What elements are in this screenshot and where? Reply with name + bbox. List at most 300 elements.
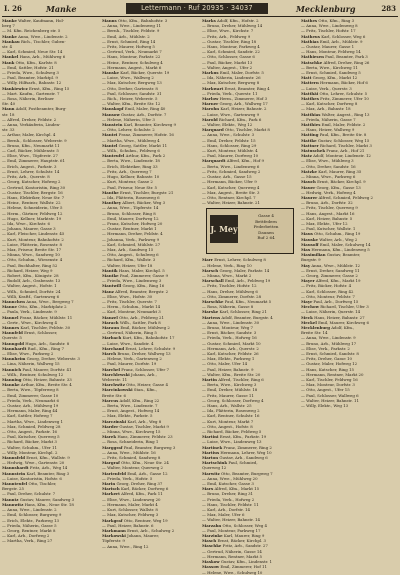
page-header xyxy=(2,2,398,16)
entry-detail: — Berta, Wwe., Töpferweg 8 xyxy=(2,387,59,393)
entry-detail: — Walter, Heizer, Ufer 18 xyxy=(102,262,153,268)
entry-surname: Markowski xyxy=(102,533,126,539)
entry-detail: — Luise, Wwe., Wallweg 2 xyxy=(102,75,154,81)
entry-detail: — Elise, Wwe., Hofstr. 30 xyxy=(102,293,153,299)
entry-detail: — Hans, Monteur, Parkweg 4 xyxy=(202,44,260,50)
entry-surname: Manstein xyxy=(102,122,123,128)
entry-surname: Matzke xyxy=(301,168,318,174)
entry-surname: Matheus xyxy=(301,33,320,39)
entry-surname: Mannel xyxy=(2,314,19,320)
entry-surname: Manngold xyxy=(2,340,24,346)
entry-surname: Marohn xyxy=(202,106,220,112)
entry-detail: — Karl, Kutscher, Dorfweg 8 xyxy=(301,101,358,107)
entry-detail: — Willy, Monteur, Kirchpl. 2 xyxy=(2,449,58,455)
directory-entry xyxy=(202,200,298,205)
entry-detail: Otto, Kfm., Ring 3 xyxy=(318,18,355,23)
entry-detail: — Minna, Wwe., Markt 2 xyxy=(202,272,252,278)
entry-surname: Mantwill xyxy=(102,283,122,289)
entry-detail: — Emil, Maurer, Dorfweg 12 xyxy=(102,215,159,221)
entry-detail: — Kurt, Monteur, Gasse 2 xyxy=(102,179,153,185)
ad-line: Federbetten xyxy=(253,224,279,230)
entry-detail: — Elise, Wwe., Parkweg 2 xyxy=(2,351,54,356)
entry-detail: — Ernst, Schmied, Sandweg 5 xyxy=(301,70,361,76)
entry-detail: — Kurt, Monteur, Mühlstr. 4 xyxy=(202,148,258,154)
entry-surname: Mayer xyxy=(301,278,315,284)
entry-detail: — Anna, Wwe., Töpferstr. 14 xyxy=(102,205,159,211)
entry-detail: — Herm., Gärtner, Feldweg 12 xyxy=(2,210,63,216)
entry-surname: March xyxy=(102,351,117,356)
entry-detail: — Fritz, Schmied, Sandweg 8 xyxy=(102,455,161,461)
entry-detail: — Max, Schmied, Feldweg 28 xyxy=(2,423,61,429)
entry-surname: Mannwitz xyxy=(2,501,24,507)
entry-detail: — Fritz, Maurer, Hofweg 5 xyxy=(102,44,155,50)
entry-surname: Mankiewicz xyxy=(2,85,28,91)
entry-detail: — Otto, Angest., Ufer 15 xyxy=(301,387,350,393)
entry-detail: — Frieda, Wwe., Schulweg 3 xyxy=(2,70,59,76)
entry-surname: Marx xyxy=(202,486,214,492)
entry-detail: Alfred, Kfm., Hof 9 xyxy=(226,158,265,164)
entry-detail: — Emil, Zimmerer, Hauptstr. 61 xyxy=(2,158,66,164)
entry-detail: — Karl, Arb., Dorfstr. 14 xyxy=(202,507,250,513)
entry-detail: — Otto, Schlosser, Gasse 6 xyxy=(202,54,255,60)
entry-surname: Maurer xyxy=(301,194,318,200)
entry-detail: — Gustav, Tischler, Ring 18 xyxy=(202,38,257,44)
entry-surname: Mannteufel xyxy=(2,481,28,487)
entry-detail: — Erich, Elektr., Parkweg 13 xyxy=(2,517,59,523)
entry-surname: Martin xyxy=(202,376,217,382)
entry-detail: Otto, Schlosser, Weg 4 xyxy=(222,522,267,528)
entry-surname: Marold xyxy=(202,116,218,122)
entry-detail: — Fritz, Tischler, Querweg 9 xyxy=(301,205,358,211)
entry-detail: Emil, Maurer, Kirchweg 6 xyxy=(318,319,369,325)
entry-detail: — Hans, Heizer, Wallweg 9 xyxy=(301,127,355,133)
entry-detail: — Paul, Bäcker, Markt 13 xyxy=(202,59,253,65)
entry-detail: — Walter, Monteur, Querweg 2 xyxy=(102,465,163,471)
entry-detail: — Martha, Verk., Ring 27 xyxy=(2,538,53,544)
entry-detail: — Franz, Kutscher, Hofweg 20 xyxy=(102,220,163,226)
entry-detail: — Anna, Wwe., Lindenweg 11 xyxy=(102,23,162,29)
entry-detail: — Hermann, Bäcker, Ufer 9 xyxy=(202,179,257,185)
entry-detail: — Gustav, Maurer, Gasse 1 xyxy=(301,44,355,50)
entry-detail: — Hans, Elektriker, Neue Str. 7 xyxy=(2,194,65,200)
entry-surname: Mankau xyxy=(2,38,20,44)
entry-detail: — Paul, Heizer, Bahnstr. 6 xyxy=(102,522,154,528)
entry-surname: Marisch xyxy=(102,486,120,492)
entry-detail: — Max, Monteur, Dorfstr. 3 xyxy=(301,382,355,388)
page-number-left: I. 26 xyxy=(4,4,22,13)
entry-surname: Marienfeld xyxy=(102,470,127,476)
entry-detail: — Richard, Bäcker, Feldweg 5 xyxy=(202,429,262,435)
entry-detail: — Max, Arb., Bahnstr. 18 xyxy=(301,106,351,112)
entry-detail: — Paul, Buchhalter, Ring 52 xyxy=(2,262,58,268)
entry-detail: — Hedwig, Wwe., Gartenstr. 20 xyxy=(2,460,65,466)
entry-detail: Wilh., Sattler, Park 8 xyxy=(119,319,161,325)
entry-detail: — Hans, Monteur, Feldweg 14 xyxy=(301,49,361,55)
entry-detail: Emil, Maler, Schulweg 14 xyxy=(319,241,371,247)
entry-detail: Kurt, Kfm., Bahnhofstr. 17 xyxy=(122,335,175,341)
entry-detail: — Karl, Kutscher, Querweg 4 xyxy=(202,184,260,190)
entry-detail: — Frieda, Verk., Hofstr. 5 xyxy=(102,475,153,481)
entry-surname: Marschall xyxy=(202,278,224,284)
entry-detail: — Johann, Maurer, Gasse 3 xyxy=(2,226,56,232)
entry-detail: — Bruno, Kfm., Neumarkt 11 xyxy=(2,142,60,148)
entry-surname: Marsch xyxy=(202,267,219,273)
entry-detail: — Max, Kutscher, Bergweg 8 xyxy=(202,80,260,86)
entry-detail: — Ernst, Angest., Hofweg 14 xyxy=(102,408,160,414)
entry-detail: — Gustav, Schmied, Markt 10 xyxy=(202,340,261,346)
entry-surname: Mauske xyxy=(301,236,319,242)
entry-detail: Franz, Arb., Hof 21 xyxy=(326,148,365,154)
entry-detail: Hugo, Arb., Sandstr. 8 xyxy=(25,340,70,346)
entry-detail: Alfred, Beamter, Bergstr. 2 xyxy=(115,288,169,294)
entry-detail: — Alfred, Dreher, Feldstr. 2 xyxy=(2,116,57,122)
entry-detail: — Hermann, Maler, Markt 4 xyxy=(102,501,158,507)
header-divider xyxy=(2,16,398,17)
entry-detail: Georg, Dreher, Ring 37 xyxy=(116,481,163,487)
entry-detail: Emil, Arb., Mühlstr. 9 xyxy=(319,38,363,44)
entry-detail: Stan., Kfm., xyxy=(133,387,158,393)
entry-detail: — Karl, Sattler, Hofweg 7 xyxy=(2,413,53,419)
ad-line: Bettfedern xyxy=(255,218,277,224)
entry-surname: Mecklenburg xyxy=(301,324,330,330)
entry-surname: Max xyxy=(301,246,311,252)
entry-detail: — Ida, Wwe., Kirchstr. 6 xyxy=(2,220,50,226)
entry-detail: — Gustav, Maler, Hofweg 12 xyxy=(301,361,358,367)
entry-detail: — Ida, Plätterin, Rosenweg 2 xyxy=(202,408,260,414)
entry-detail: — Paul, Schlosser, Sandstr. 31 xyxy=(102,90,162,96)
entry-detail: Johann, Maurer, xyxy=(127,533,159,539)
entry-surname: Marder xyxy=(102,423,119,429)
entry-detail: Georg, Dreher, Weberstr. 3 xyxy=(26,356,80,362)
entry-detail: — Fritz, Tischler, Hofstr. 12 xyxy=(202,283,257,289)
entry-detail: Gustav, Tischler, Markt 9 xyxy=(119,423,169,429)
entry-detail: — Bruno, Dreher, Ring 31 xyxy=(202,491,254,497)
entry-surname: Mattner xyxy=(301,142,319,148)
entry-detail: Franz, Schlosser, Ufer 7 xyxy=(121,366,169,372)
entry-detail: — Kurt, Monteur, Markt 7 xyxy=(202,418,254,424)
entry-surname: Mannheim xyxy=(2,356,26,362)
entry-detail: — Rosa, Näherin, Berliner xyxy=(2,96,54,102)
entry-detail: — Max, Kutscher, Feldweg 3 xyxy=(102,512,159,518)
entry-detail: — Rosa, Näherin, Gasse 8 xyxy=(202,304,254,310)
column-3 xyxy=(202,18,298,575)
entry-detail: — Karl, Rentner, Schulstr. 16 xyxy=(202,413,260,419)
entry-detail: Otto, Tischler, Markt 8 xyxy=(224,127,270,133)
entry-detail: — Ida, Näherin, Lindenstr. 26 xyxy=(202,75,261,81)
entry-detail: — Fritz, Dreher, Gasse 10 xyxy=(301,356,352,362)
entry-detail: — Max, Kutscher, Bergweg 13 xyxy=(102,80,162,86)
entry-detail: Breite Str. 6 xyxy=(102,392,126,398)
entry-detail: Paul, Beamter, Burgweg 3 xyxy=(123,444,176,450)
entry-detail: — Hermann, Angest., Markt 6 xyxy=(102,64,162,70)
entry-detail: Karl, Arb., Weg 8 xyxy=(127,418,162,424)
entry-detail: Otto, Kfm., Neue Str. 24 xyxy=(121,460,169,466)
entry-detail: — Otto, Dreher, Sandstr. 16 xyxy=(301,163,356,169)
entry-detail: Burgstr. 9 xyxy=(301,257,321,263)
entry-detail: Georg, Maler, Parkstr. 14 xyxy=(219,267,270,273)
entry-detail: Ernst, Kfm., Parkstr. 19 xyxy=(219,434,267,440)
entry-detail: Hans, Heizer, Bahnstr. 27 xyxy=(314,314,365,320)
entry-surname: Martinek xyxy=(202,444,223,450)
entry-detail: Bergstr. 25 xyxy=(2,486,24,492)
entry-detail: — Walter, Angest., Hofstr. 1 xyxy=(2,283,57,289)
entry-surname: Mannich xyxy=(2,366,22,372)
entry-detail: — Luise, Kontoristin, Hofstr. 6 xyxy=(2,475,62,481)
directory-columns xyxy=(2,18,398,575)
entry-detail: Alfred, Tischler, Ring 6 xyxy=(218,376,264,382)
entry-surname: Marner xyxy=(202,101,219,107)
entry-detail: — Richard, Bäcker, Markt 3 xyxy=(2,439,57,445)
entry-detail: Richard, Tischler, Ufer 3 xyxy=(320,304,369,310)
entry-detail: Franz, Zimmerer, Hofstr. 16 xyxy=(118,132,174,138)
entry-detail: — Gertrud, Näherin, Gasse 14 xyxy=(202,548,262,554)
entry-detail: Franz, Bäcker, Mühlstr. 11 xyxy=(19,314,73,320)
directory-entry xyxy=(2,538,100,543)
entry-surname: Mayr xyxy=(301,298,313,304)
entry-detail: — Rosa, Schneiderin, Ring 1 xyxy=(102,439,159,445)
entry-detail: — Gertrud, Näherin, Ring 5 xyxy=(102,330,157,336)
entry-detail: Anna, Wwe., Lindenstr. 2 xyxy=(18,33,68,39)
entry-detail: Fritz, Arb., Sandstr. 27 xyxy=(222,543,268,549)
entry-detail: — Anna, Wwe., Schulstr. 3 xyxy=(202,132,255,138)
entry-detail: — Ernst, Bäcker, Sandstr. 3 xyxy=(202,330,257,336)
entry-detail: — Elise, Wwe., Lindenweg 20 xyxy=(102,496,161,502)
entry-detail: — Bruno, Arb., Mühlweg 17 xyxy=(301,340,357,346)
entry-detail: Georg, Sattler, Markt 11 xyxy=(118,142,168,148)
entry-detail: Gustav, Beamter, xyxy=(326,252,361,258)
entry-detail: Querstr. 5 xyxy=(2,335,22,341)
entry-detail: Adolf, Kfm., Ring 22 xyxy=(119,397,160,403)
entry-detail: Weberstr. 11 xyxy=(102,377,128,383)
entry-detail: Karl, Maurer, Ring 35 xyxy=(318,168,362,174)
entry-detail: Johann, Arb., xyxy=(131,371,157,377)
entry-surname: Manne xyxy=(2,304,17,310)
entry-surname: Matt xyxy=(301,75,312,81)
entry-surname: Marek xyxy=(102,434,117,440)
entry-detail: — Otto, Dreher, Gartenstr. 8 xyxy=(102,85,158,91)
entry-detail: — Luise, Wwe., Lindenweg 13 xyxy=(202,439,262,445)
entry-detail: — Fritz, Tischler, Hofstr. 17 xyxy=(301,28,356,34)
entry-surname: Marske xyxy=(202,309,219,315)
entry-surname: Marczinski xyxy=(102,418,127,424)
entry-surname: Mannstein xyxy=(2,470,26,476)
entry-detail: — Erich, Elektriker, Ring 33 xyxy=(102,163,158,169)
entry-surname: Matschke xyxy=(301,59,323,65)
entry-surname: May xyxy=(301,262,311,268)
entry-detail: Richard, Tischler, Markt 3 xyxy=(320,142,372,148)
entry-detail: — Helene, Wwe., Schulweg 10 xyxy=(202,569,263,575)
entry-detail: — Paul, Beamter, Marktpl. 9 xyxy=(2,75,58,81)
entry-detail: Georg, Arb., Wallweg 17 xyxy=(219,101,268,107)
entry-detail: — Otto, Angest., Parkstr. 16 xyxy=(2,429,58,435)
entry-detail: — Hans, Monteur, Parkstr. 22 xyxy=(102,54,161,60)
entry-surname: Matz xyxy=(301,153,312,159)
entry-detail: — Minna, Wwe., Parkweg 6 xyxy=(301,174,356,180)
entry-detail: — Hans, Arb., Wallstr. 25 xyxy=(202,403,252,408)
entry-surname: Meck xyxy=(301,314,313,320)
entry-detail: — Anna, Wwe., Lindenweg 8 xyxy=(301,23,358,29)
entry-surname: Mauer xyxy=(301,184,316,190)
entry-detail: — Mart. Kaufm., Gartenstr. 7 xyxy=(2,90,60,96)
entry-detail: — Karl, Schlosser, Ring 42 xyxy=(301,288,354,294)
entry-surname: Manke xyxy=(2,18,17,23)
entry-surname: Markert xyxy=(102,491,120,497)
entry-detail: — Lina, Näherin, Wallweg 15 xyxy=(2,361,60,367)
entry-detail: — Paul, Heizer, Bahnstr. 9 xyxy=(202,366,254,372)
entry-detail: — Georg, Zimmerer, Gasse 2 xyxy=(301,272,358,278)
entry-detail: Georg, Kfm., Markt 12 xyxy=(312,75,358,81)
entry-detail: — Hermann, Arb., Querstr. 2 xyxy=(202,345,259,351)
entry-surname: Marggraf xyxy=(102,444,123,450)
entry-detail: — Hugo, Kellner, Marktstr. 19 xyxy=(2,215,62,221)
entry-detail: Otto, Arb., Feldweg 21 xyxy=(119,314,164,320)
entry-surname: Maskow xyxy=(202,559,220,565)
entry-surname: Manthey xyxy=(102,200,122,206)
entry-detail: — Kurt, Monteur, Bahnhofstr. 2 xyxy=(2,236,64,242)
entry-surname: Martens xyxy=(202,314,221,320)
entry-detail: Rud., Kfm., Ring 7 xyxy=(27,345,64,351)
entry-detail: — Max, Arb., Sandweg 15 xyxy=(102,246,154,252)
ad-line: Daunen xyxy=(258,229,274,235)
entry-detail: — Luise, Plätterin, Rosenstr. 8 xyxy=(2,241,62,247)
entry-surname: Maus xyxy=(301,231,313,237)
entry-surname: Mannsfeld xyxy=(2,455,26,461)
entry-detail: — Karl, Tischler, Feldweg 16 xyxy=(301,377,358,383)
entry-detail: — Frieda, Verk., Hofweg 16 xyxy=(202,335,257,341)
entry-detail: — Ida, Plätterin, Rosenweg 6 xyxy=(102,194,160,200)
entry-detail: Ernst, Kfm., Wallstr. 9 xyxy=(26,455,70,461)
entry-detail: Ernst, Beamter, Ring 4 xyxy=(224,85,270,91)
entry-detail: — Willy, Elektr., Weg 13 xyxy=(301,403,349,409)
entry-detail: — Martha, Wwe., Lindenweg 1 xyxy=(2,418,63,424)
entry-surname: Matthies xyxy=(301,122,321,128)
entry-surname: Masch xyxy=(202,538,217,544)
entry-surname: Matthäi xyxy=(301,90,319,96)
entry-detail: Str. 40 xyxy=(2,101,16,107)
entry-detail: Karl, Bäcker, Querstr. 19 xyxy=(120,70,170,76)
entry-detail: — Anna, Wwe., Lindenstr. 2 xyxy=(2,507,57,513)
entry-detail: — Willi, Kraftf., Gartenweg 6 xyxy=(2,293,60,299)
entry-detail: Breite Str. 14 xyxy=(301,330,328,336)
entry-detail: Paul, Kfm., Breite Str. 8 xyxy=(319,132,367,138)
entry-detail: str. 18 xyxy=(2,111,15,117)
entry-detail: — Frieda, Wwe., Lindenweg 3 xyxy=(102,278,162,284)
entry-detail: — Karl, Kutscher, Feldstr. 26 xyxy=(202,350,259,356)
entry-detail: — Hermann, Rentner, Markt 5 xyxy=(202,553,262,559)
entry-detail: — Bruno, Monteur, Weg 7 xyxy=(202,324,253,330)
entry-detail: Otto, Lehrer, Schulstr. 5 xyxy=(319,90,368,96)
entry-detail: — Erich, Angest., Parkstr. 3 xyxy=(2,163,57,169)
entry-surname: Maschke xyxy=(202,543,222,549)
entry-detail: — Bernh., Schlosser, Weberstr. 9 xyxy=(2,137,67,143)
entry-surname: Marbach xyxy=(102,335,122,341)
entry-detail: Querweg 12 xyxy=(202,465,227,471)
entry-detail: — Berta, Wwe., Lindenstr. 7 xyxy=(102,403,158,409)
entry-surname: Massow xyxy=(202,564,220,570)
entry-detail: — Frieda, Verk., Neumarkt 6 xyxy=(2,397,59,403)
entry-surname: Marach xyxy=(102,319,119,325)
entry-detail: — Karl, Schmied, Neue Str. 14 xyxy=(2,49,63,55)
entry-detail: Anna, Wwe., Mühlstr. 12 xyxy=(311,262,360,268)
entry-surname: Markwart xyxy=(202,85,224,91)
entry-detail: — Paul, Monteur, Parkweg 17 xyxy=(202,527,261,533)
entry-detail: — Helene, Verk., Ring 10 xyxy=(202,262,252,268)
entry-detail: Richard, Kfm., Park 6 xyxy=(218,116,262,122)
entry-detail: Alfred, Schmied, Feldweg 2 xyxy=(318,194,374,200)
entry-detail: — Luise, Verk., Querstr. 3 xyxy=(301,85,352,91)
entry-detail: Otto, Kfm., Marktplatz 2 xyxy=(18,304,67,310)
entry-surname: Maximilian xyxy=(301,252,326,258)
entry-surname: Marton xyxy=(202,455,219,461)
entry-surname: Marcus xyxy=(102,397,119,403)
entry-detail: — M. Kfm. Reichenberg str. 5 xyxy=(2,28,61,34)
entry-detail: — Fritz, Maurer, Gasse 11 xyxy=(202,392,254,398)
column-2 xyxy=(102,18,200,556)
entry-surname: Mathiesen xyxy=(301,54,324,60)
entry-detail: Emil, Maler, Feldstr. 2 xyxy=(321,122,366,128)
entry-surname: Manning xyxy=(2,377,22,383)
entry-detail: — Johanna, Verk., Parkweg 9 xyxy=(102,236,160,242)
entry-detail: Hans, Arb., Mühlweg 6 xyxy=(19,54,66,60)
entry-detail: — Gustav, Arb., Gasse 15 xyxy=(202,174,252,180)
entry-detail: Emil, Maler, Dorfstr. 5 xyxy=(219,70,264,76)
entry-surname: Marwitz xyxy=(202,470,220,476)
header-right-name: Mecklenburg xyxy=(296,4,356,14)
entry-detail: Ernst, Bäcker, Kirchpl. 3 xyxy=(217,538,267,544)
entry-surname: Mathias xyxy=(301,38,319,44)
entry-detail: str. 33 xyxy=(2,127,15,133)
entry-detail: Emil, Arb., Feldweg 19 xyxy=(225,278,271,284)
entry-surname: Matting xyxy=(301,132,319,138)
entry-surname: Mannchen xyxy=(2,298,25,304)
entry-detail: — Helene, Näherin, Ufer 3 xyxy=(102,116,155,122)
entry-detail: Karl, Heizer, Bahnstr. 2 xyxy=(220,106,267,112)
entry-surname: Marcinkowski xyxy=(102,387,133,393)
entry-surname: Manke xyxy=(2,33,17,39)
entry-detail: Adolf, Kfm., Hofstr. 2 xyxy=(217,18,259,23)
entry-detail: — Walter, Kfm., Breite Str. 12 xyxy=(102,101,161,107)
entry-surname: Marks xyxy=(202,18,216,23)
entry-detail: — Berta, Wwe., Lindenstr. 18 xyxy=(102,158,160,164)
entry-detail: — Otto, Lehrer, Schulstr. 2 xyxy=(102,127,155,133)
entry-detail: Ernst, Arb., Schulweg 2 xyxy=(127,527,175,533)
entry-surname: Matthias xyxy=(301,111,321,117)
entry-detail: Arthur, Kfm., Park 2 xyxy=(125,153,166,159)
entry-detail: — Wilh., Schuhm., Feldweg 6 xyxy=(102,148,160,154)
entry-detail: — Rudolf, Arb., Grabenstr. 13 xyxy=(2,278,61,284)
entry-detail: — Bernh., Tischler, Feldstr. 9 xyxy=(102,28,160,34)
entry-detail: — Karl, Arb., Dorfweg 2 xyxy=(2,533,50,539)
entry-surname: Manteufel xyxy=(102,153,125,159)
entry-surname: Mauch xyxy=(301,179,316,185)
ad-text xyxy=(241,213,291,240)
entry-surname: Markus xyxy=(202,70,219,76)
entry-detail: — Frieda, Näherin, Gasse 5 xyxy=(2,522,57,528)
entry-detail: Alfred, Kfm., Park 11 xyxy=(121,491,163,497)
entry-detail: Paul, Kfm., Neumarkt 5 xyxy=(224,298,272,304)
entry-detail: — Paul, Maurer, Dorfstr. 19 xyxy=(102,361,157,367)
entry-detail: Anna, Wwe., Bergweg 7 xyxy=(26,298,74,304)
entry-detail: — Max, Elektr., Parkstr. 5 xyxy=(102,413,153,419)
entry-detail: — Max, Angest., Breite Str. 3 xyxy=(202,189,260,195)
entry-detail: Otto, Schuhm., Ring 19 xyxy=(314,231,361,237)
entry-surname: Marlow xyxy=(202,96,219,102)
ad-line: Gasse 4 xyxy=(258,213,274,219)
entry-detail: Emil, Zimmerer, Hof 11 xyxy=(220,564,267,570)
entry-detail: Karl, Tischler, Feldstr. 30 xyxy=(20,324,71,330)
entry-detail: — Elise, Wwe., Töpferstr. 27 xyxy=(2,153,58,159)
entry-detail: — Emil, Zimmerer, Gasse 10 xyxy=(2,392,59,398)
